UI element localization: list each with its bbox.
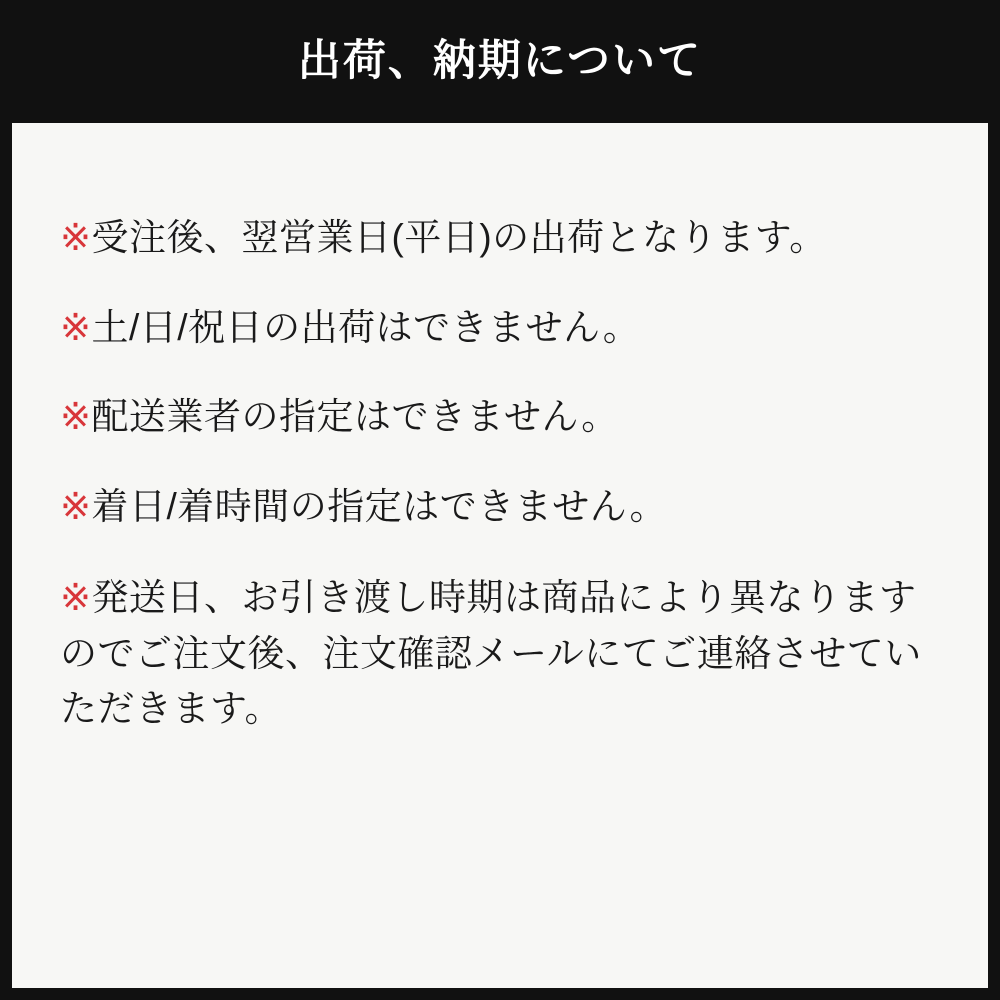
asterisk-mark-icon: ※ bbox=[60, 217, 92, 258]
asterisk-mark-icon: ※ bbox=[60, 306, 92, 348]
page-header bbox=[0, 0, 1000, 123]
note-text: 着日/着時間の指定はできません。 bbox=[91, 485, 668, 527]
notes-list bbox=[60, 212, 940, 737]
note-text: 土/日/祝日の出荷はできません。 bbox=[91, 306, 641, 348]
list-item bbox=[60, 302, 940, 355]
list-item bbox=[60, 481, 940, 534]
asterisk-mark-icon: ※ bbox=[60, 485, 92, 527]
asterisk-mark-icon: ※ bbox=[60, 577, 92, 619]
note-text: 受注後、翌営業日(平日)の出荷となります。 bbox=[91, 217, 827, 258]
asterisk-mark-icon: ※ bbox=[60, 396, 92, 438]
note-text: 発送日、お引き渡し時期は商品により異なりますのでご注文後、注文確認メールにてご連絡させていただきます。 bbox=[60, 577, 922, 730]
list-item bbox=[60, 570, 940, 737]
list-item bbox=[60, 391, 940, 444]
note-text: 配送業者の指定はできません。 bbox=[91, 396, 619, 438]
notes-panel bbox=[12, 123, 988, 988]
list-item bbox=[60, 212, 940, 265]
page-title: 出荷、納期について bbox=[297, 36, 703, 85]
